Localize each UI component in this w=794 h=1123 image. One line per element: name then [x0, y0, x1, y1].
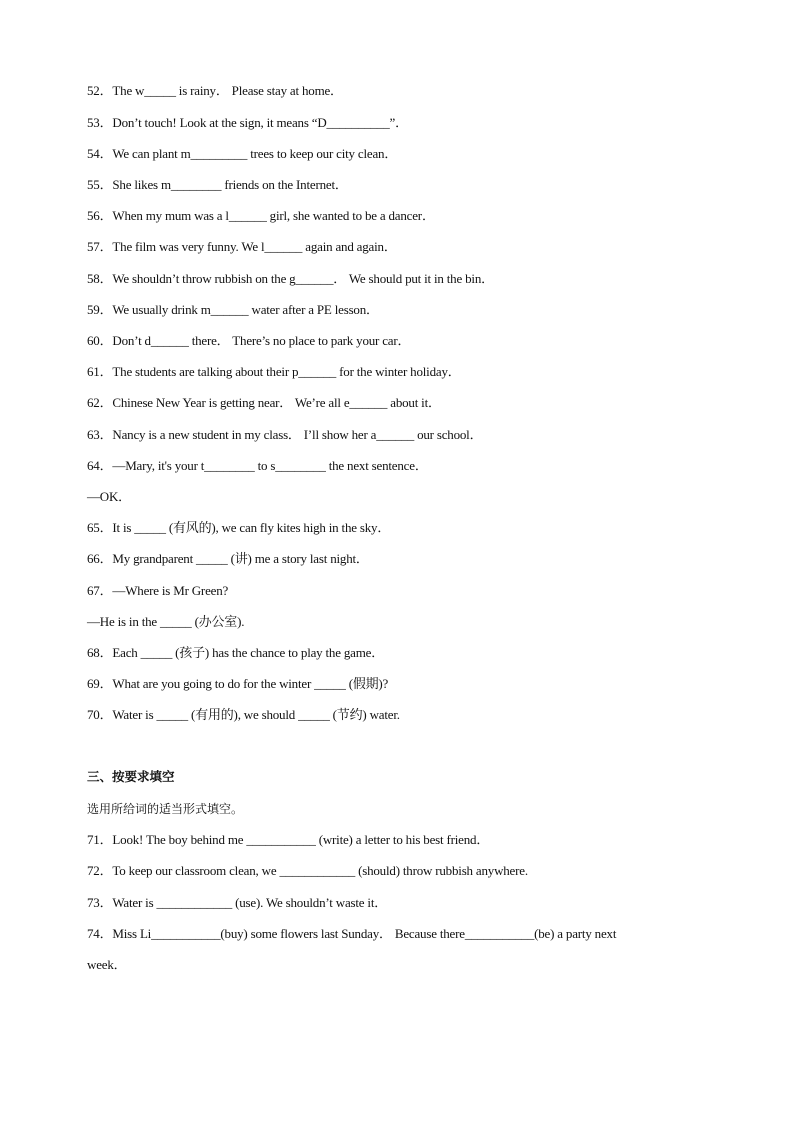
section-title: 三、按要求填空	[87, 769, 175, 784]
question-62: 62．Chinese New Year is getting near． We’re all e______ about it．	[87, 395, 441, 410]
question-73: 73．Water is ____________ (use). We shouldn’t waste it．	[87, 895, 388, 910]
question-71: 71．Look! The boy behind me ___________ (write) a letter to his best friend．	[87, 832, 490, 847]
question-74: 74．Miss Li___________(buy) some flowers last Sunday． Because there___________(be) a party next	[87, 926, 617, 941]
question-60: 60．Don’t d______ there． There’s no place to park your car．	[87, 333, 411, 348]
question-54: 54．We can plant m_________ trees to keep our city clean．	[87, 146, 398, 161]
question-64-reply: —OK．	[87, 489, 131, 504]
question-64: 64．—Mary, it's your t________ to s________ the next sentence．	[87, 458, 428, 473]
question-53: 53．Don’t touch! Look at the sign, it means “D__________”．	[87, 115, 408, 130]
question-67-reply: —He is in the _____ (办公室).	[87, 614, 245, 629]
question-55: 55．She likes m________ friends on the Internet．	[87, 177, 348, 192]
question-63: 63．Nancy is a new student in my class． I’ll show her a______ our school．	[87, 427, 483, 442]
question-74-continued: week．	[87, 957, 127, 972]
question-52: 52．The w_____ is rainy． Please stay at home．	[87, 83, 343, 98]
question-67: 67．—Where is Mr Green?	[87, 583, 229, 598]
question-57: 57．The film was very funny. We l______ again and again．	[87, 239, 397, 254]
question-72: 72．To keep our classroom clean, we ____________ (should) throw rubbish anywhere.	[87, 863, 528, 878]
question-59: 59．We usually drink m______ water after a PE lesson．	[87, 302, 379, 317]
question-69: 69．What are you going to do for the winter _____ (假期)?	[87, 676, 389, 691]
question-58: 58．We shouldn’t throw rubbish on the g______． We should put it in the bin．	[87, 271, 494, 286]
question-56: 56．When my mum was a l______ girl, she wanted to be a dancer．	[87, 208, 435, 223]
question-66: 66．My grandparent _____ (讲) me a story last night．	[87, 551, 369, 566]
question-65: 65．It is _____ (有风的), we can fly kites high in the sky．	[87, 520, 391, 535]
question-70: 70．Water is _____ (有用的), we should _____ (节约) water.	[87, 707, 400, 722]
question-61: 61．The students are talking about their p______ for the winter holiday．	[87, 364, 461, 379]
section-instruction: 选用所给词的适当形式填空。	[87, 802, 244, 816]
question-68: 68．Each _____ (孩子) has the chance to play the game．	[87, 645, 385, 660]
